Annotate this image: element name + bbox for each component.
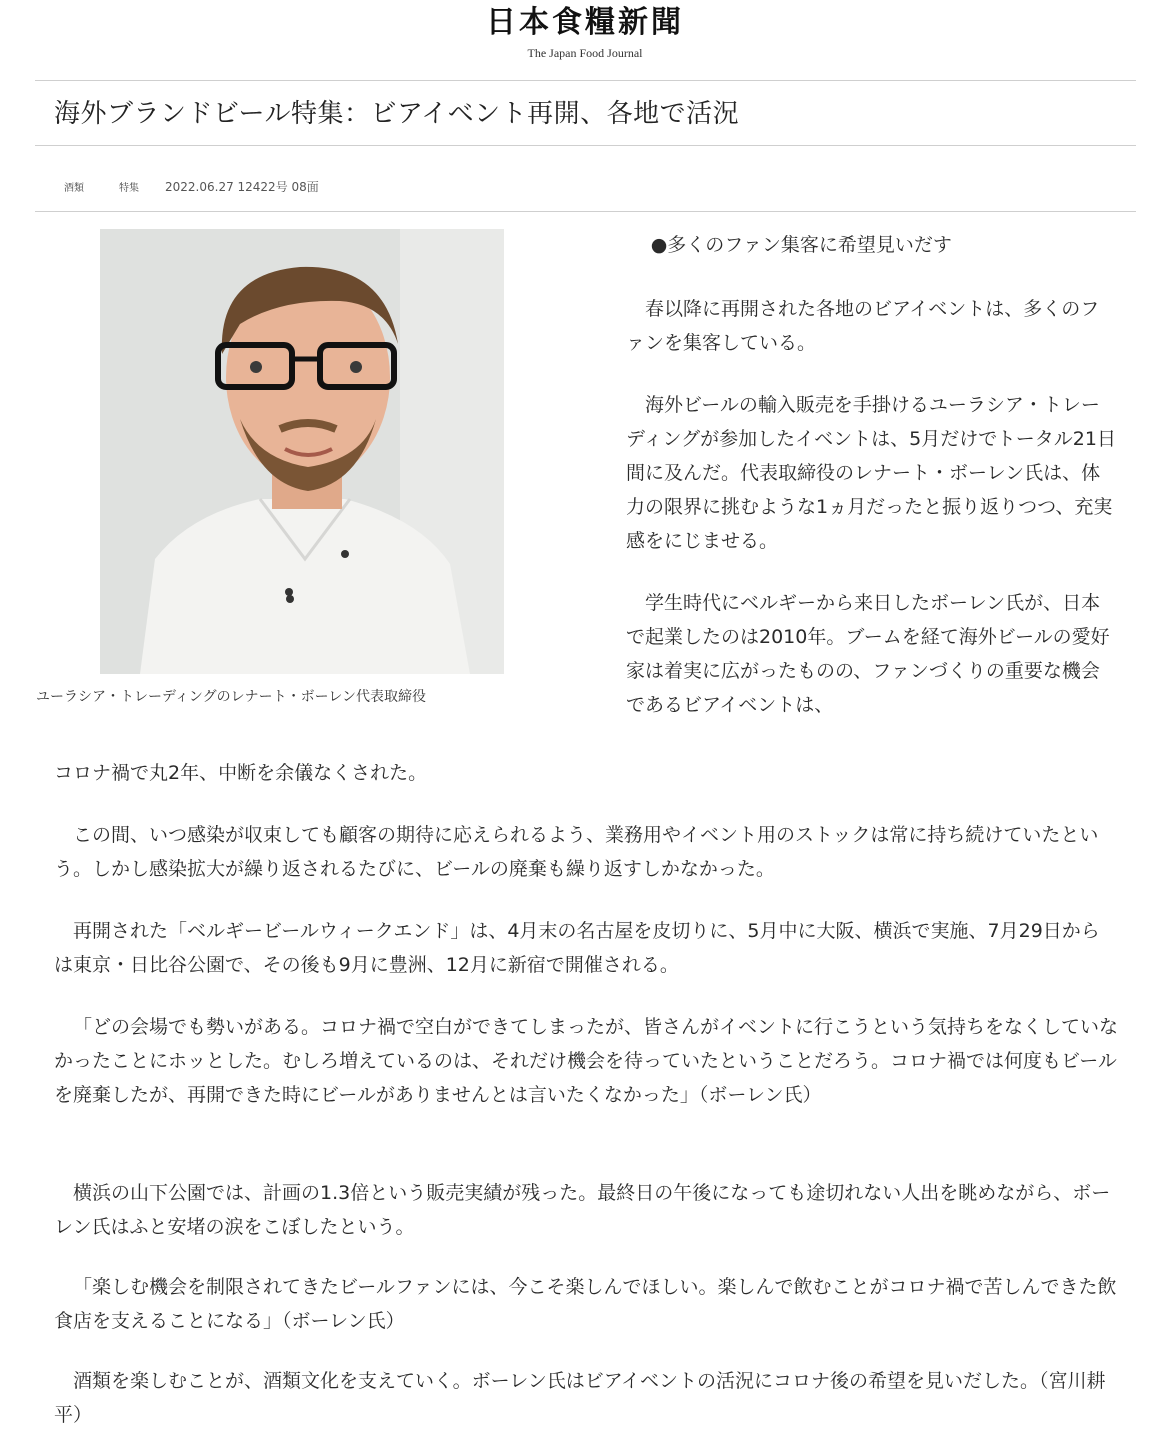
- masthead: [0, 6, 1170, 61]
- body-paragraph-4: [54, 1176, 1118, 1244]
- article-meta: [64, 178, 319, 195]
- paragraph: 横浜の山下公園では、計画の1.3倍という販売実績が残った。最終日の午後になっても途切れない人出を眺めながら、ボーレン氏はふと安堵の涙をこぼしたという。: [54, 1182, 1111, 1238]
- body-paragraph-5: [54, 1270, 1118, 1338]
- meta-divider: [35, 211, 1136, 212]
- paragraph: この間、いつ感染が収束しても顧客の期待に応えられるよう、業務用やイベント用のストックは常に持ち続けていたという。しかし感染拡大が繰り返されるたびに、ビールの廃棄も繰り返すしかなかった。: [54, 824, 1099, 880]
- headline-divider: [35, 145, 1136, 146]
- photo-caption: ユーラシア・トレーディングのレナート・ボーレン代表取締役: [36, 689, 426, 705]
- paragraph: 酒類を楽しむことが、酒類文化を支えていく。ボーレン氏はビアイベントの活況にコロナ後の希望を見いだした。（宮川耕平）: [54, 1370, 1106, 1426]
- masthead-logo[interactable]: 日本食糧新聞: [486, 5, 684, 40]
- dateline: 2022.06.27 12422号 08面: [165, 180, 319, 194]
- masthead-subtitle: The Japan Food Journal: [527, 46, 643, 60]
- paragraph: 学生時代にベルギーから来日したボーレン氏が、日本で起業したのは2010年。ブームを経て海外ビールの愛好家は着実に広がったものの、ファンづくりの重要な機会であるビアイベントは、: [626, 592, 1110, 716]
- subheading: ●多くのファン集客に希望見いだす: [650, 234, 952, 256]
- body-paragraph-2: [54, 914, 1118, 982]
- body-paragraph-3: [54, 1010, 1118, 1112]
- category-tag-liquor[interactable]: 酒類: [64, 183, 84, 194]
- paragraph: 海外ビールの輸入販売を手掛けるユーラシア・トレーディングが参加したイベントは、5月だけでトータル21日間に及んだ。代表取締役のレナート・ボーレン氏は、体力の限界に挑むような1ヵ月だったと振り返りつつ、充実感をにじませる。: [626, 394, 1116, 552]
- article-headline: 海外ブランドビール特集：ビアイベント再開、各地で活況: [54, 99, 740, 129]
- category-tag-feature[interactable]: 特集: [119, 183, 139, 194]
- paragraph-continuation: コロナ禍で丸2年、中断を余儀なくされた。: [54, 762, 428, 784]
- paragraph: 再開された「ベルギービールウィークエンド」は、4月末の名古屋を皮切りに、5月中に大阪、横浜で実施、7月29日からは東京・日比谷公園で、その後も9月に豊洲、12月に新宿で開催される。: [54, 920, 1100, 976]
- paragraph: 春以降に再開された各地のビアイベントは、多くのファンを集客している。: [626, 298, 1100, 354]
- paragraph: 「楽しむ機会を制限されてきたビールファンには、今こそ楽しんでほしい。楽しんで飲むことがコロナ禍で苦しんできた飲食店を支えることになる」（ボーレン氏）: [54, 1276, 1117, 1332]
- paragraph: 「どの会場でも勢いがある。コロナ禍で空白ができてしまったが、皆さんがイベントに行こうという気持ちをなくしていなかったことにホッとした。むしろ増えているのは、それだけ機会を待っていたということだろう。コロナ禍では何度もビールを廃棄したが、再開できた時にビールがありませんとは言いたくなかった」（ボーレン氏）: [54, 1016, 1119, 1106]
- right-column: [626, 228, 1116, 750]
- body-paragraph-6: [54, 1364, 1118, 1432]
- article-photo: [100, 229, 504, 674]
- body-paragraph-1: [54, 818, 1118, 886]
- continuation-line: [54, 756, 1118, 790]
- top-divider: [35, 80, 1136, 81]
